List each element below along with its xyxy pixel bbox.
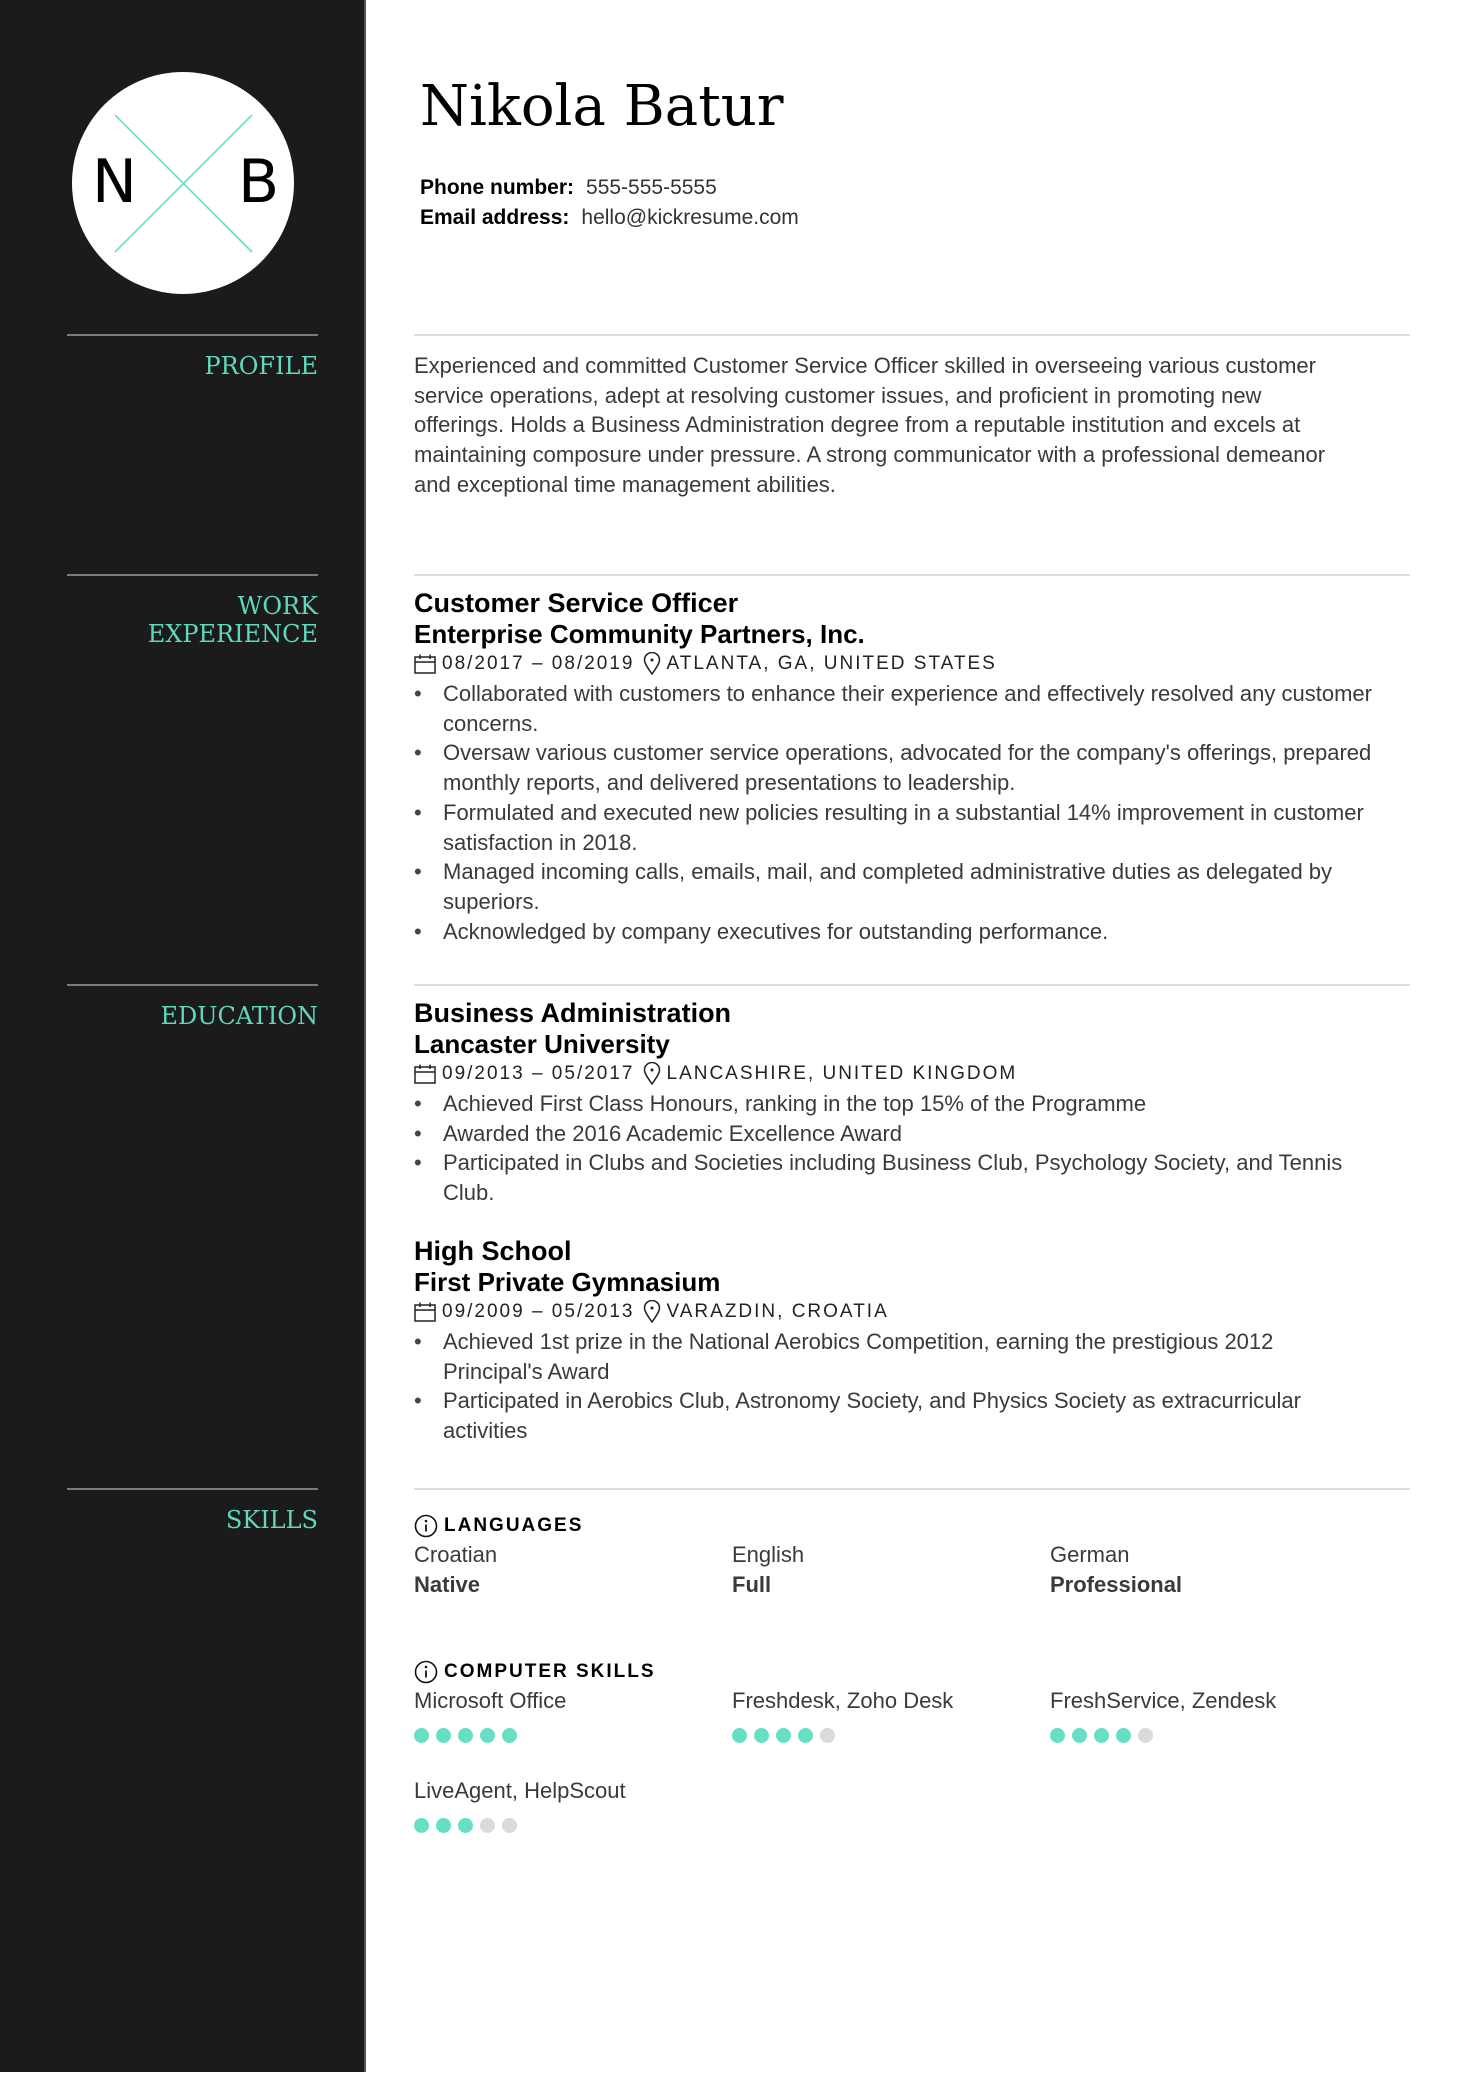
language-level: Full — [732, 1572, 772, 1597]
work-section — [414, 574, 1410, 946]
language-name: English — [732, 1542, 805, 1567]
languages-grid — [414, 1540, 1410, 1600]
candidate-name: Nikola Batur — [420, 74, 784, 139]
section-label-education: EDUCATION — [160, 1002, 318, 1030]
list-item: • Acknowledged by company executives for outstanding performance. — [414, 917, 1374, 947]
list-item: • Oversaw various customer service operations, advocated for the company's offerings, prepared monthly reports, and delivered presentations to leadership. — [414, 738, 1374, 797]
work-entry — [414, 588, 1410, 946]
divider — [67, 984, 318, 986]
degree-title: Business Administration — [414, 998, 732, 1028]
skill-item — [414, 1776, 732, 1866]
divider — [67, 574, 318, 576]
rating-dot-filled — [732, 1728, 747, 1743]
language-name: German — [1050, 1542, 1130, 1567]
entry-meta — [414, 1060, 1410, 1088]
divider — [67, 1488, 318, 1490]
rating-dot-filled — [480, 1728, 495, 1743]
section-label-skills: SKILLS — [225, 1506, 318, 1534]
skill-name: Microsoft Office — [414, 1688, 567, 1713]
list-item: • Formulated and executed new policies resulting in a substantial 14% improvement in customer satisfaction in 2018. — [414, 798, 1374, 857]
rating-dot-filled — [436, 1818, 451, 1833]
list-item: • Achieved 1st prize in the National Aerobics Competition, earning the prestigious 2012 Principal's Award — [414, 1327, 1374, 1386]
language-level: Native — [414, 1572, 481, 1597]
skill-rating — [1050, 1728, 1368, 1744]
skill-rating — [732, 1728, 1050, 1744]
rating-dot-filled — [502, 1728, 517, 1743]
skill-name: Freshdesk, Zoho Desk — [732, 1688, 954, 1713]
achievements-list — [414, 1327, 1410, 1446]
profile-section — [414, 334, 1410, 500]
skill-name: FreshService, Zendesk — [1050, 1688, 1277, 1713]
language-item — [414, 1540, 732, 1600]
school-name: Lancaster University — [414, 1029, 670, 1059]
rating-dot-filled — [754, 1728, 769, 1743]
degree-title: High School — [414, 1235, 572, 1266]
location-pin-icon — [643, 1300, 661, 1324]
rating-dot-filled — [458, 1728, 473, 1743]
rating-dot-empty — [1138, 1728, 1153, 1743]
skill-item — [414, 1686, 732, 1776]
rating-dot-filled — [436, 1728, 451, 1743]
location-pin-icon — [643, 1062, 661, 1086]
rating-dot-empty — [480, 1818, 495, 1833]
rating-dot-filled — [798, 1728, 813, 1743]
monogram-initial-first: N — [92, 147, 137, 217]
date-range: 08/2017 – 08/2019 — [442, 653, 635, 674]
rating-dot-filled — [1094, 1728, 1109, 1743]
education-section — [414, 984, 1410, 1446]
rating-dot-filled — [776, 1728, 791, 1743]
list-item: • Awarded the 2016 Academic Excellence Award — [414, 1119, 1374, 1149]
list-item: • Participated in Aerobics Club, Astronomy Society, and Physics Society as extracurricular activities — [414, 1386, 1374, 1445]
divider — [414, 984, 1410, 986]
location: LANCASHIRE, UNITED KINGDOM — [666, 1063, 1018, 1084]
education-entry — [414, 1236, 1410, 1446]
computer-skills-heading — [414, 1658, 1410, 1686]
company-name: Enterprise Community Partners, Inc. — [414, 619, 865, 649]
sidebar-section-profile — [67, 334, 318, 380]
info-icon — [414, 1514, 438, 1538]
section-label-profile: PROFILE — [204, 352, 318, 380]
divider — [414, 1488, 1410, 1490]
phone-label: Phone number: — [420, 176, 575, 199]
sidebar-section-education — [67, 984, 318, 1030]
divider — [414, 334, 1410, 336]
languages-heading — [414, 1512, 1410, 1540]
calendar-icon — [414, 1064, 436, 1084]
location: ATLANTA, GA, UNITED STATES — [666, 653, 997, 674]
section-label-work: WORK EXPERIENCE — [147, 592, 318, 648]
info-icon — [414, 1660, 438, 1684]
rating-dot-empty — [502, 1818, 517, 1833]
language-item — [732, 1540, 1050, 1600]
rating-dot-filled — [458, 1818, 473, 1833]
computer-skills-grid — [414, 1686, 1410, 1866]
divider — [67, 334, 318, 336]
list-item: • Collaborated with customers to enhance their experience and effectively resolved any customer concerns. — [414, 679, 1374, 738]
phone-row — [420, 173, 799, 203]
location-pin-icon — [643, 652, 661, 676]
language-name: Croatian — [414, 1542, 498, 1567]
language-item — [1050, 1540, 1368, 1600]
skill-item — [1050, 1686, 1368, 1776]
skill-rating — [414, 1728, 732, 1744]
location: VARAZDIN, CROATIA — [666, 1300, 889, 1322]
date-range: 09/2009 – 05/2013 — [442, 1300, 635, 1322]
contact-info — [420, 173, 799, 233]
skill-name: LiveAgent, HelpScout — [414, 1778, 626, 1803]
school-name: First Private Gymnasium — [414, 1266, 721, 1297]
computer-skills-heading-label: COMPUTER SKILLS — [444, 1661, 656, 1682]
monogram-logo — [72, 72, 294, 294]
rating-dot-filled — [414, 1818, 429, 1833]
list-item: • Participated in Clubs and Societies including Business Club, Psychology Society, and Tennis Club. — [414, 1148, 1374, 1207]
email-label: Email address: — [420, 206, 570, 229]
rating-dot-filled — [1116, 1728, 1131, 1743]
email-row — [420, 203, 799, 233]
sidebar-section-skills — [67, 1488, 318, 1534]
achievements-list — [414, 679, 1410, 946]
education-entry — [414, 998, 1410, 1208]
date-range: 09/2013 – 05/2017 — [442, 1063, 635, 1084]
entry-meta — [414, 650, 1410, 678]
email-value[interactable]: hello@kickresume.com — [581, 206, 799, 229]
rating-dot-empty — [820, 1728, 835, 1743]
job-title: Customer Service Officer — [414, 588, 739, 618]
skill-rating — [414, 1818, 732, 1834]
divider — [414, 574, 1410, 576]
calendar-icon — [414, 1302, 436, 1322]
skill-item — [732, 1686, 1050, 1776]
calendar-icon — [414, 654, 436, 674]
list-item: • Achieved First Class Honours, ranking in the top 15% of the Programme — [414, 1089, 1374, 1119]
sidebar-section-work — [67, 574, 318, 648]
achievements-list — [414, 1089, 1410, 1208]
list-item: • Managed incoming calls, emails, mail, and completed administrative duties as delegated by superiors. — [414, 857, 1374, 916]
profile-summary: Experienced and committed Customer Service Officer skilled in overseeing various customer service operations, adept at resolving customer issues, and proficient in promoting new offerings. Holds a Business Administration degree from a reputable institution and excels at maintaining composure under pressure. A strong communicator with a professional demeanor and exceptional time management abilities. — [414, 353, 1326, 497]
rating-dot-filled — [1050, 1728, 1065, 1743]
phone-value[interactable]: 555-555-5555 — [586, 176, 717, 199]
rating-dot-filled — [414, 1728, 429, 1743]
monogram-initial-last: B — [238, 147, 280, 217]
skills-section — [414, 1488, 1410, 1866]
sidebar — [0, 0, 366, 2072]
entry-meta — [414, 1298, 1410, 1326]
rating-dot-filled — [1072, 1728, 1087, 1743]
language-level: Professional — [1050, 1572, 1183, 1597]
languages-heading-label: LANGUAGES — [444, 1515, 584, 1536]
